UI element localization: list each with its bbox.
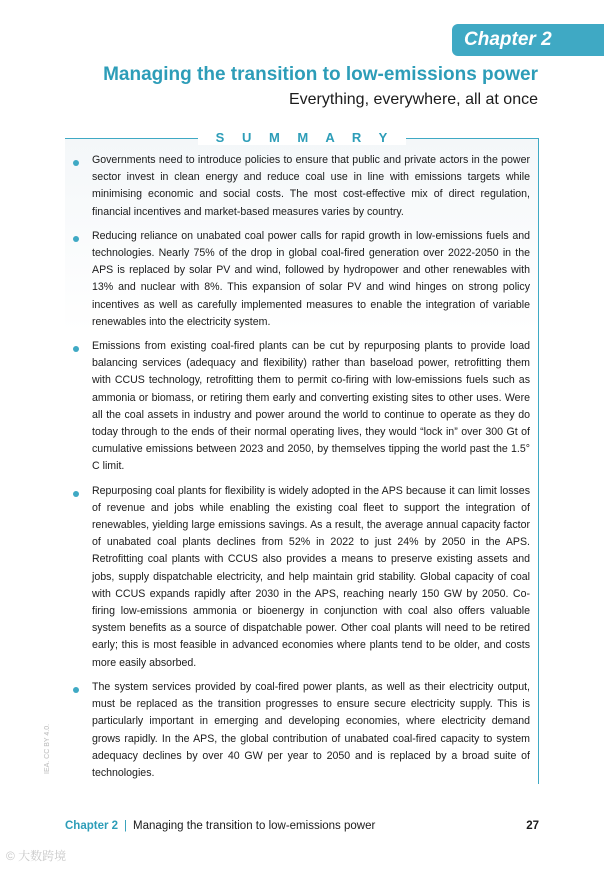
summary-bullet-text: Emissions from existing coal-fired plants can be cut by repurposing plants to provide load balancing services (adequacy and flexibility) rather than baseload power, retrofitting them with CCUS technology, retrofitting them to permit co-firing with low-emissions fuels such as ammonia or biomass, or retiring them early and converting existing sites to other uses. Were all the coal assets in industry and power around the world to continue to operate as they do today through to the ends of their normal operating lives, they would “lock in” over 300 Gt of cumulative emissions between 2023 and 2050, by themselves tipping the world past the 1.5° C limit.	[92, 340, 530, 473]
footer-chapter: Chapter 2	[65, 820, 119, 832]
bullet-dot-icon	[73, 160, 79, 166]
summary-bullet-text: Repurposing coal plants for flexibility is widely adopted in the APS because it can limit losses of revenue and jobs while enabling the existing coal fleet to support the integration of renewables, yielding large emissions savings. As a result, the average annual capacity factor of unabated coal plants declines from 52% in 2022 to just 24% by 2050 in the APS. Retrofitting coal plants with CCUS also provides a means to preserve existing assets and jobs, supply dispatchable electricity, and help maintain grid stability. Global capacity of coal with CCUS expands rapidly after 2030 in the APS, reaching nearly 150 GW by 2050. Co-firing low-emissions ammonia or bioenergy in conjunction with coal also offers valuable system benefits as a source of dispatchable power. Other coal plants will need to be retired early; this is most feasible in advanced economies where plants tend to be older, and costs more easily absorbed.	[92, 484, 530, 669]
summary-heading-text: S U M M A R Y	[198, 130, 407, 145]
bullet-dot-icon	[73, 491, 79, 497]
page-number: 27	[526, 820, 539, 832]
license-note: IEA. CC BY 4.0.	[44, 723, 51, 774]
page-title: Managing the transition to low-emissions power	[103, 64, 538, 85]
footer-title: Managing the transition to low-emissions power	[133, 820, 376, 832]
footer-separator: |	[124, 820, 128, 832]
summary-bullet	[70, 338, 530, 476]
summary-bullet-list	[70, 152, 530, 789]
page-footer	[65, 820, 539, 832]
bullet-dot-icon	[73, 236, 79, 242]
summary-bullet	[70, 483, 530, 672]
bullet-dot-icon	[73, 346, 79, 352]
summary-bullet	[70, 228, 530, 331]
chapter-tab: Chapter 2	[452, 24, 604, 56]
summary-bullet	[70, 679, 530, 782]
summary-bullet-text: The system services provided by coal-fired power plants, as well as their electricity output, must be replaced as the transition progresses to ensure secure electricity supply. This is particularly important in emerging and developing economies, where electricity demand grows rapidly. In the APS, the global contribution of unabated coal-fired capacity to system adequacy declines by over 40 GW per year to 2050 and is replaced by a broad suite of technologies.	[92, 680, 530, 779]
bullet-dot-icon	[73, 687, 79, 693]
summary-heading	[65, 130, 539, 145]
page-subtitle: Everything, everywhere, all at once	[288, 91, 538, 108]
watermark: © 大数跨境	[6, 849, 67, 863]
summary-bullet-text: Governments need to introduce policies to ensure that public and private actors in the power sector invest in clean energy and reduce coal use in line with emissions targets while minimising economic and social costs. The most cost-effective mix of direct regulation, financial incentives and market-based measures varies by country.	[92, 154, 530, 218]
summary-bullet-text: Reducing reliance on unabated coal power calls for rapid growth in low-emissions fuels and technologies. Nearly 75% of the drop in global coal-fired generation over 2022-2050 in the APS is replaced by solar PV and wind, followed by hydropower and other renewables with 13% and nuclear with 8%. This expansion of solar PV and wind hinges on strong policy incentives as well as carefully implemented measures to enable the integration of variable renewables into the electricity system.	[92, 229, 530, 328]
summary-bullet	[70, 152, 530, 221]
